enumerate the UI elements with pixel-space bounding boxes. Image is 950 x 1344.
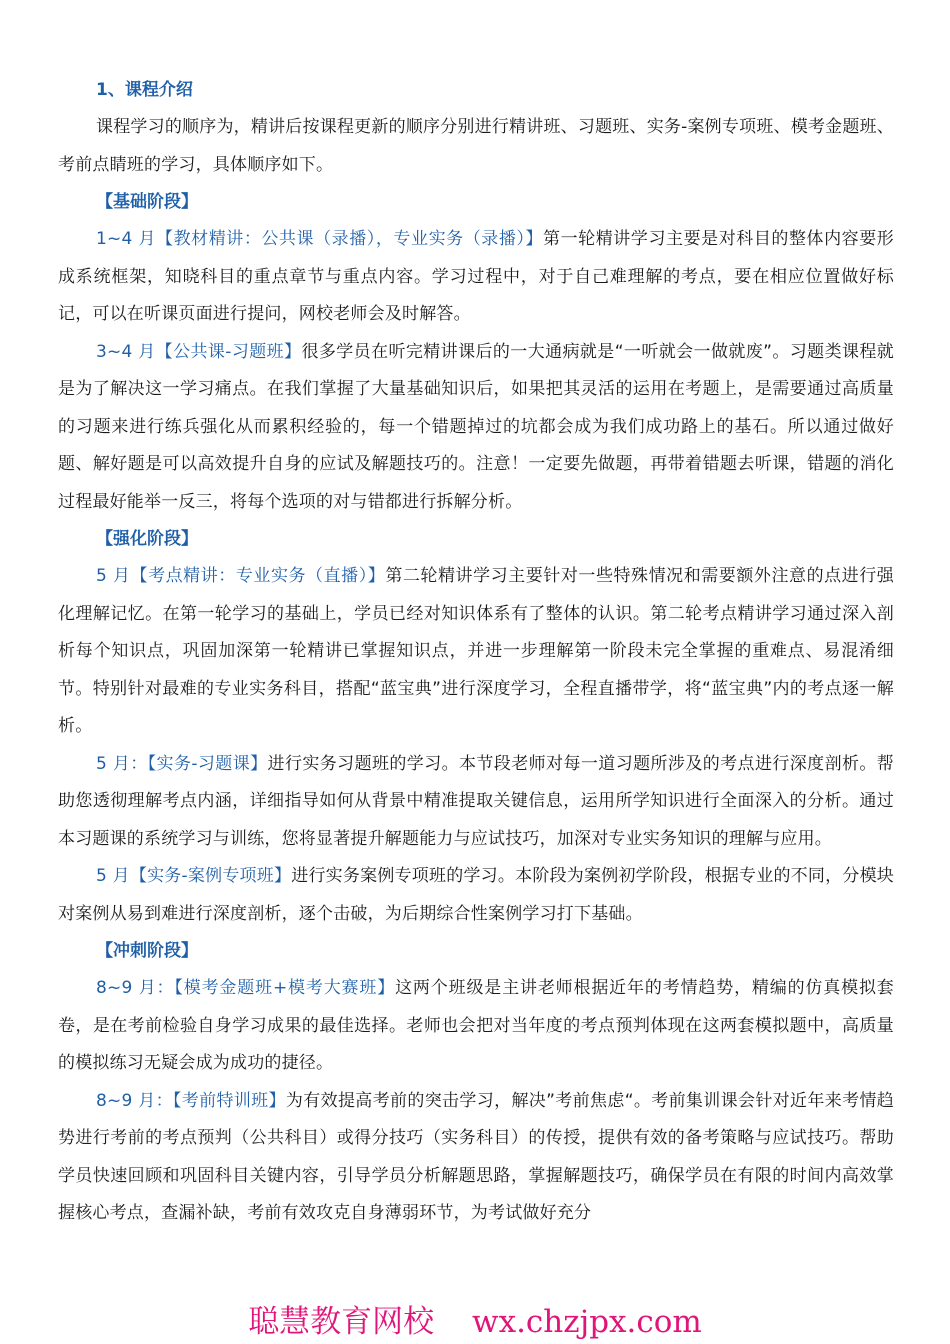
course-item-text: 为有效提高考前的突击学习，解决”考前焦虑“。考前集训课会针对近年来考情趋势进行考前的考点预判（公共科目）或得分技巧（实务科目）的传授，提供有效的备考策略与应试技巧。帮助学员快速回顾和巩固科目关键内容，引导学员分析解题思路，掌握解题技巧，确保学员在有限的时间内高效掌握核心考点，查漏补缺，考前有效攻克自身薄弱环节，为考试做好充分 — [58, 1090, 894, 1223]
course-item — [58, 746, 894, 859]
course-item — [58, 221, 894, 334]
course-item-highlight: 8~9 月：【模考金题班+模考大赛班】 — [96, 978, 396, 998]
course-item — [58, 970, 894, 1083]
course-item-text: 第一轮精讲学习主要是对科目的整体内容要形成系统框架，知晓科目的重点章节与重点内容。学习过程中，对于自己难理解的考点，要在相应位置做好标记，可以在听课页面进行提问，网校老师会及时解答。 — [58, 229, 895, 324]
course-item-highlight: 3~4 月【公共课-习题班】 — [96, 341, 302, 362]
course-item-highlight: 1~4 月【教材精讲：公共课（录播），专业实务（录播）】 — [96, 229, 544, 249]
footer-school-name: 聪慧教育网校 — [248, 1304, 435, 1340]
document-body — [58, 72, 894, 1233]
course-item-highlight: 8~9 月：【考前特训班】 — [96, 1090, 286, 1111]
intro-paragraph: 课程学习的顺序为，精讲后按课程更新的顺序分别进行精讲班、习题班、实务-案例专项班、模考金题班、考前点睛班的学习，具体顺序如下。 — [58, 117, 894, 175]
section-title: 1、课程介绍 — [96, 80, 193, 100]
course-item-text: 第二轮精讲学习主要针对一些特殊情况和需要额外注意的点进行强化理解记忆。在第一轮学习的基础上，学员已经对知识体系有了整体的认识。第二轮考点精讲学习通过深入剖析每个知识点，巩固加深第一轮精讲已掌握知识点，并进一步理解第一阶段未完全掌握的重难点、易混淆细节。特别针对最难的专业实务科目，搭配“蓝宝典”进行深度学习，全程直播带学，将“蓝宝典”内的考点逐一解析。 — [58, 566, 894, 736]
course-item-highlight: 5 月：【实务-习题课】 — [96, 753, 268, 774]
footer-watermark — [0, 1300, 950, 1344]
course-item-text: 进行实务案例专项班的学习。本阶段为案例初学阶段，根据专业的不同，分模块对案例从易到难进行深度剖析，逐个击破，为后期综合性案例学习打下基础。 — [58, 866, 894, 924]
course-item — [58, 1083, 894, 1233]
course-item-text: 很多学员在听完精讲课后的一大通病就是“一听就会一做就废”。习题类课程就是为了解决这一学习痛点。在我们掌握了大量基础知识后，如果把其灵活的运用在考题上，是需要通过高质量的习题来进行练兵强化从而累积经验的，每一个错题掉过的坑都会成为我们成功路上的基石。所以通过做好题、解好题是可以高效提升自身的应试及解题技巧的。注意！一定要先做题，再带着错题去听课，错题的消化过程最好能举一反三，将每个选项的对与错都进行拆解分析。 — [58, 341, 894, 512]
phase-title-intensive: 【强化阶段】 — [96, 529, 198, 549]
course-item — [58, 858, 894, 933]
footer-site-url: wx.chzjpx.com — [472, 1304, 702, 1340]
course-item-text: 进行实务习题班的学习。本节段老师对每一道习题所涉及的考点进行深度剖析。帮助您透彻理解考点内涵，详细指导如何从背景中精准提取关键信息，运用所学知识进行全面深入的分析。通过本习题课的系统学习与训练，您将显著提升解题能力与应试技巧，加深对专业实务知识的理解与应用。 — [58, 753, 894, 849]
course-item — [58, 334, 894, 522]
course-item — [58, 558, 894, 746]
phase-title-sprint: 【冲刺阶段】 — [96, 941, 198, 961]
phase-title-basic: 【基础阶段】 — [96, 192, 198, 212]
course-item-highlight: 5 月【实务-案例专项班】 — [96, 866, 292, 886]
course-item-text: 这两个班级是主讲老师根据近年的考情趋势，精编的仿真模拟套卷，是在考前检验自身学习成果的最佳选择。老师也会把对当年度的考点预判体现在这两套模拟题中，高质量的模拟练习无疑会成为成功的捷径。 — [58, 978, 894, 1073]
course-item-highlight: 5 月【考点精讲：专业实务（直播）】 — [96, 566, 386, 586]
